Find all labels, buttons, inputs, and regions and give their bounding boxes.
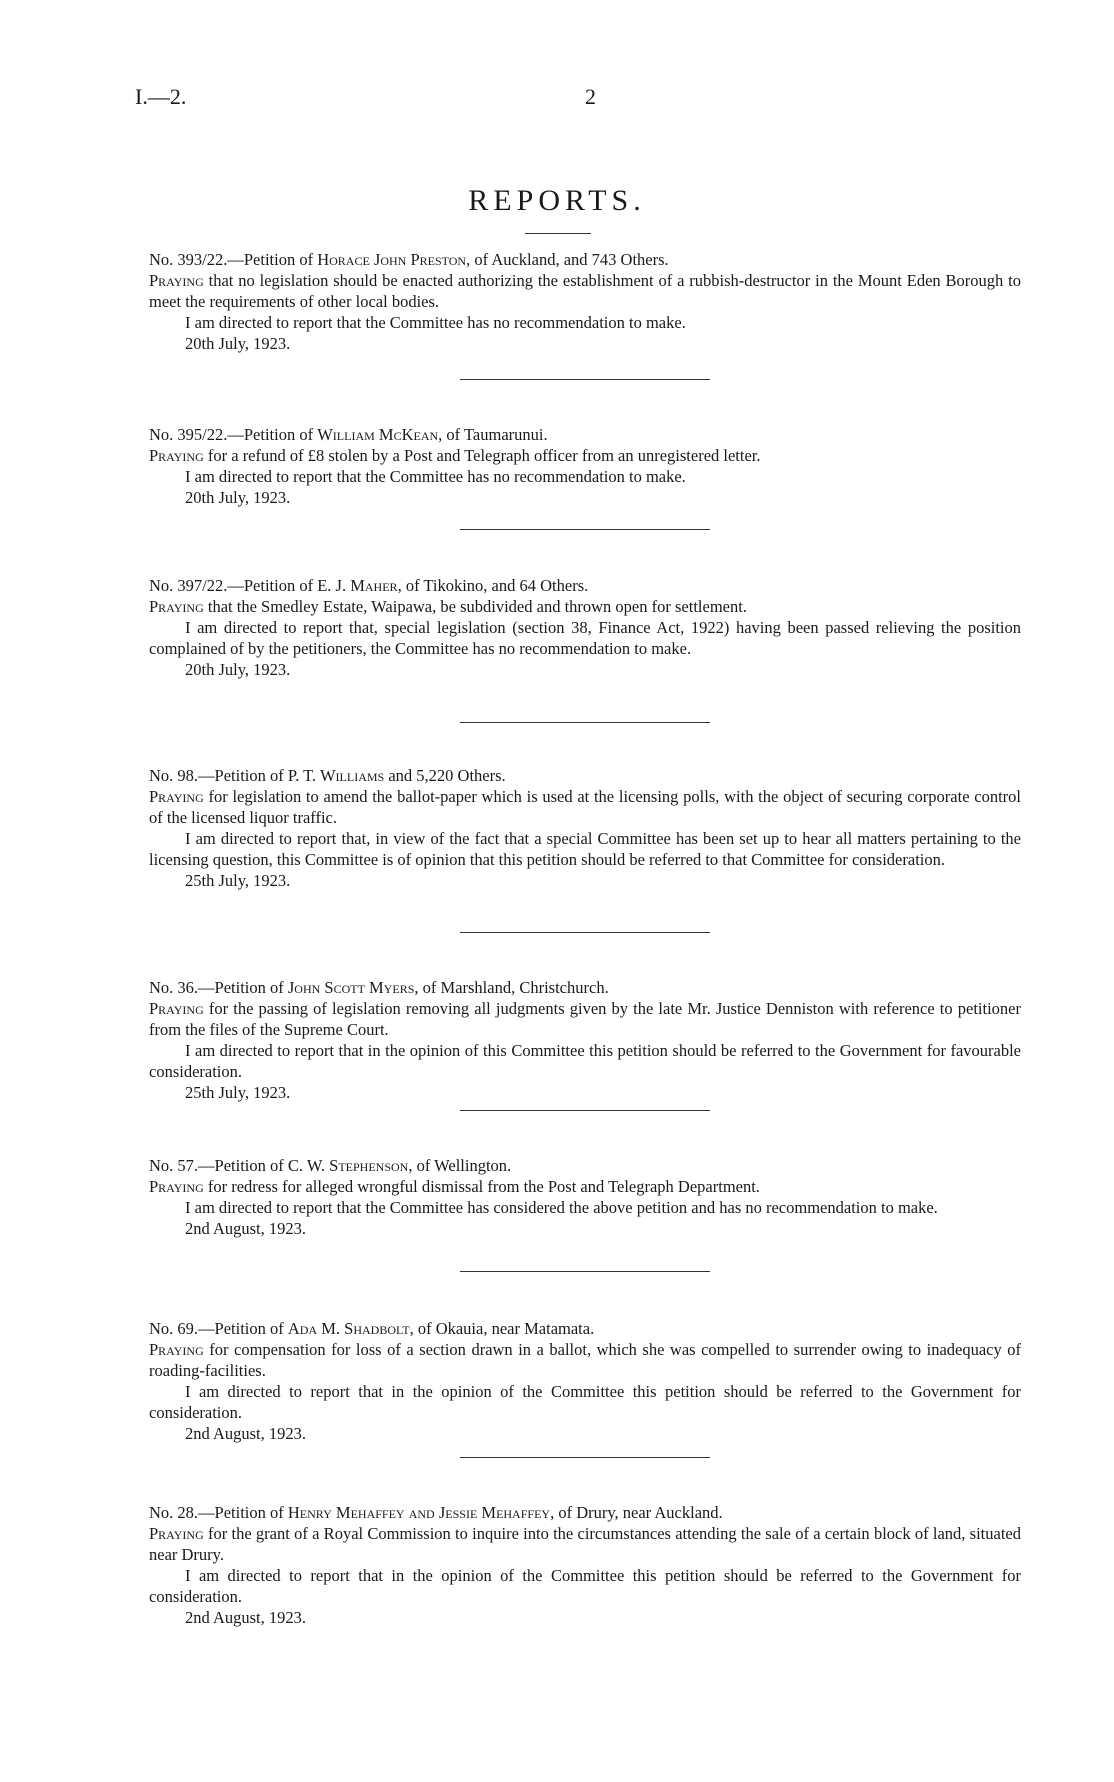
report-text: I am directed to report that the Committee has no recommendation to make.	[185, 313, 686, 332]
petitioner-name: Horace John Preston	[317, 250, 467, 269]
report-date: 25th July, 1923.	[185, 871, 291, 890]
report-69	[149, 1318, 1021, 1444]
report-text: I am directed to report that in the opinion of the Committee this petition should be referred to the Government for consideration.	[149, 1566, 1021, 1606]
praying-paragraph: Praying for the passing of legislation removing all judgments given by the late Mr. Justice Denniston with reference to petitioner from the files of the Supreme Court.	[149, 999, 1021, 1039]
paper-reference: I.—2.	[135, 84, 187, 109]
praying-paragraph: Praying for the grant of a Royal Commission to inquire into the circumstances attending the sale of a certain block of land, situated near Drury.	[149, 1524, 1021, 1564]
page-number: 2	[585, 84, 596, 109]
report-date: 2nd August, 1923.	[185, 1424, 307, 1443]
petitioner-name: E. J. Maher	[317, 576, 398, 595]
report-heading: No. 69.—Petition of Ada M. Shadbolt, of Okauia, near Matamata.	[149, 1319, 595, 1338]
petitioner-name: John Scott Myers	[287, 978, 415, 997]
praying-paragraph: Praying for a refund of £8 stolen by a Post and Telegraph officer from an unregistered letter.	[149, 446, 761, 465]
praying-paragraph: Praying for legislation to amend the ballot-paper which is used at the licensing polls, with the object of securing corporate control of the licensed liquor traffic.	[149, 787, 1021, 827]
report-date: 20th July, 1923.	[185, 334, 291, 353]
report-date: 2nd August, 1923.	[185, 1608, 307, 1627]
report-heading: No. 393/22.—Petition of Horace John Preston, of Auckland, and 743 Others.	[149, 250, 669, 269]
section-rule	[460, 379, 710, 380]
report-date: 25th July, 1923.	[185, 1083, 291, 1102]
section-rule	[460, 529, 710, 530]
report-heading: No. 28.—Petition of Henry Mehaffey and Jessie Mehaffey, of Drury, near Auckland.	[149, 1503, 723, 1522]
report-393-22	[149, 249, 1021, 354]
section-rule	[460, 722, 710, 723]
section-rule	[460, 1271, 710, 1272]
report-text: I am directed to report that, in view of the fact that a special Committee has been set up to hear all matters pertaining to the licensing question, this Committee is of opinion that this petition should be referred to that Committee for consideration.	[149, 829, 1021, 869]
report-heading: No. 57.—Petition of C. W. Stephenson, of Wellington.	[149, 1156, 512, 1175]
praying-paragraph: Praying that the Smedley Estate, Waipawa, be subdivided and thrown open for settlement.	[149, 597, 747, 616]
report-date: 20th July, 1923.	[185, 488, 291, 507]
report-397-22	[149, 575, 1021, 680]
report-heading: No. 397/22.—Petition of E. J. Maher, of Tikokino, and 64 Others.	[149, 576, 589, 595]
petitioner-name: Ada M. Shadbolt	[287, 1319, 410, 1338]
title-rule	[525, 233, 591, 234]
report-36	[149, 977, 1021, 1103]
section-rule	[460, 1457, 710, 1458]
report-heading: No. 36.—Petition of John Scott Myers, of Marshland, Christchurch.	[149, 978, 609, 997]
report-text: I am directed to report that in the opinion of the Committee this petition should be referred to the Government for consideration.	[149, 1382, 1021, 1422]
section-rule	[460, 1110, 710, 1111]
petitioner-name: P. T. Williams	[287, 766, 385, 785]
report-text: I am directed to report that in the opinion of this Committee this petition should be referred to the Government for favourable consideration.	[149, 1041, 1021, 1081]
praying-paragraph: Praying for compensation for loss of a section drawn in a ballot, which she was compelled to surrender owing to inadequacy of roading-facilities.	[149, 1340, 1021, 1380]
report-57	[149, 1155, 1021, 1239]
petitioner-name: Henry Mehaffey and Jessie Mehaffey	[287, 1503, 551, 1522]
praying-paragraph: Praying that no legislation should be enacted authorizing the establishment of a rubbish-destructor in the Mount Eden Borough to meet the requirements of other local bodies.	[149, 271, 1021, 311]
petitioner-name: William McKean	[317, 425, 439, 444]
petitioner-name: C. W. Stephenson	[287, 1156, 409, 1175]
praying-paragraph: Praying for redress for alleged wrongful dismissal from the Post and Telegraph Department.	[149, 1177, 760, 1196]
report-98	[149, 765, 1021, 891]
report-date: 2nd August, 1923.	[185, 1219, 307, 1238]
report-heading: No. 395/22.—Petition of William McKean, of Taumarunui.	[149, 425, 548, 444]
report-heading: No. 98.—Petition of P. T. Williams and 5,220 Others.	[149, 766, 506, 785]
report-text: I am directed to report that the Committee has no recommendation to make.	[185, 467, 686, 486]
report-28	[149, 1502, 1021, 1628]
report-395-22	[149, 424, 1021, 508]
page-title: REPORTS.	[468, 184, 646, 217]
section-rule	[460, 932, 710, 933]
report-text: I am directed to report that, special legislation (section 38, Finance Act, 1922) having been passed relieving the position complained of by the petitioners, the Committee has no recommendation to make.	[149, 618, 1021, 658]
report-date: 20th July, 1923.	[185, 660, 291, 679]
report-text: I am directed to report that the Committee has considered the above petition and has no recommendation to make.	[185, 1198, 938, 1217]
